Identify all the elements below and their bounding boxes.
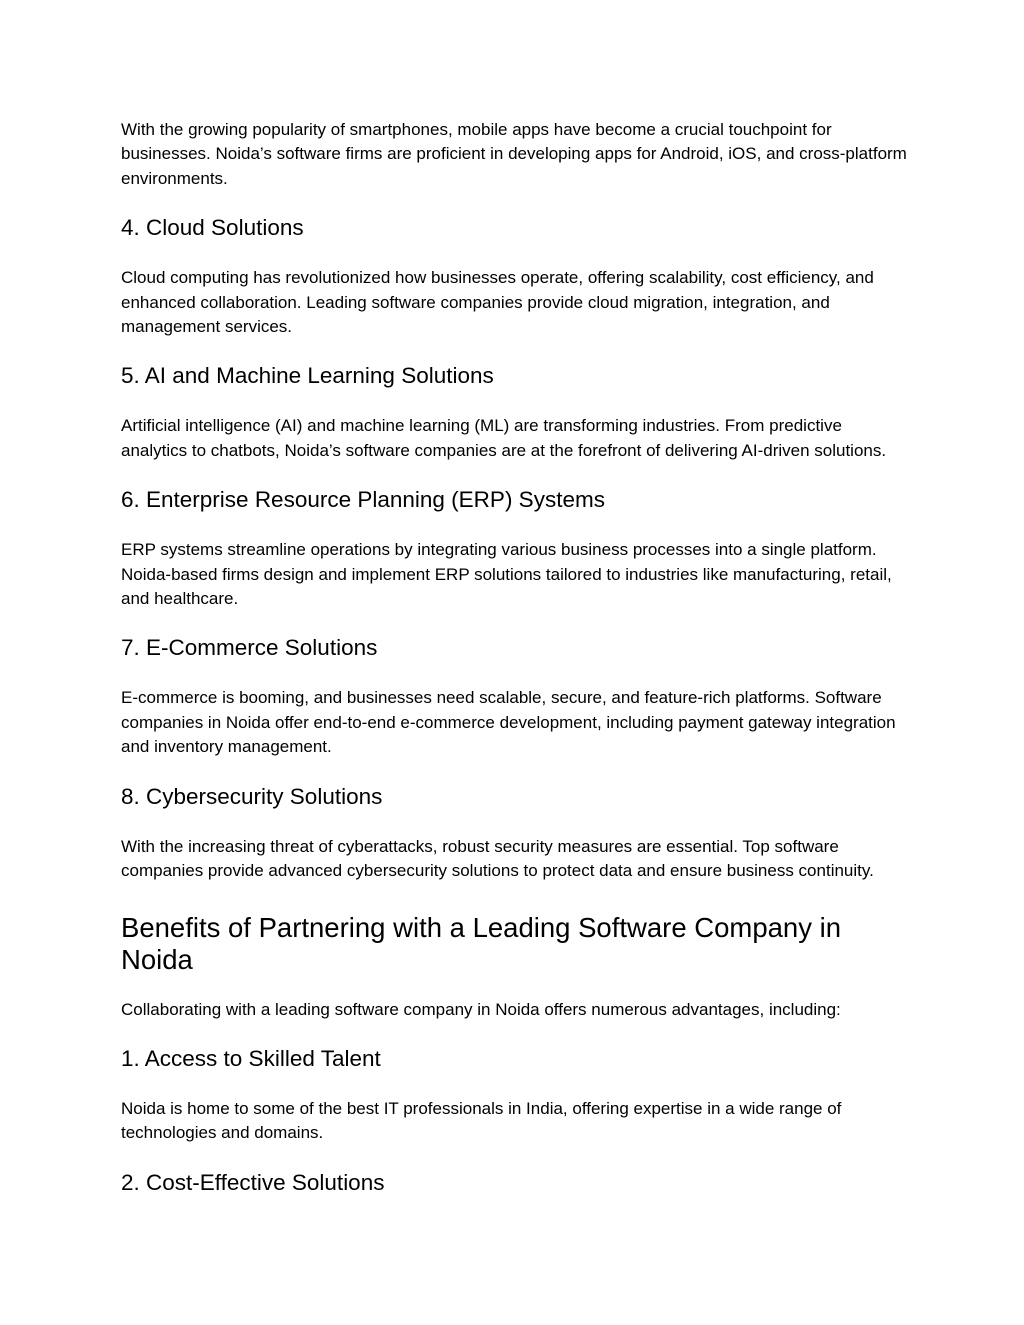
- heading-cybersecurity-solutions: 8. Cybersecurity Solutions: [121, 783, 383, 809]
- paragraph-ecommerce-solutions: E-commerce is booming, and businesses need scalable, secure, and feature-rich platforms. Software companies in Noida offer end-to-end e-commerce development, including payment gateway integration and inventory management.: [121, 688, 896, 757]
- paragraph-cybersecurity-solutions: With the increasing threat of cyberattacks, robust security measures are essential. Top software companies provide advanced cybersecurity solutions to protect data and ensure business continuity.: [121, 836, 874, 881]
- heading-benefits: Benefits of Partnering with a Leading Software Company in Noida: [121, 911, 841, 975]
- paragraph-ai-ml-solutions: Artificial intelligence (AI) and machine learning (ML) are transforming industries. From predictive analytics to chatbots, Noida’s software companies are at the forefront of delivering AI-driven solutions.: [121, 416, 887, 460]
- paragraph-benefits-intro: Collaborating with a leading software company in Noida offers numerous advantages, including:: [121, 999, 841, 1019]
- paragraph-erp-systems: ERP systems streamline operations by integrating various business processes into a single platform. Noida-based firms design and implement ERP solutions tailored to industries like manufacturing, retail, and healthcare.: [121, 540, 892, 609]
- heading-ai-ml-solutions: 5. AI and Machine Learning Solutions: [121, 363, 494, 389]
- heading-skilled-talent: 1. Access to Skilled Talent: [121, 1045, 381, 1071]
- paragraph-cloud-solutions: Cloud computing has revolutionized how businesses operate, offering scalability, cost efficiency, and enhanced collaboration. Leading software companies provide cloud migration, integration, and management services.: [121, 268, 874, 337]
- heading-ecommerce-solutions: 7. E-Commerce Solutions: [121, 635, 378, 661]
- heading-cost-effective: 2. Cost-Effective Solutions: [121, 1169, 385, 1195]
- paragraph-skilled-talent: Noida is home to some of the best IT professionals in India, offering expertise in a wide range of technologies and domains.: [121, 1098, 842, 1143]
- document-page: [121, 118, 911, 1196]
- paragraph-mobile-apps: With the growing popularity of smartphones, mobile apps have become a crucial touchpoint for businesses. Noida’s software firms are proficient in developing apps for Android, iOS, and cross-platform environments.: [121, 120, 907, 188]
- heading-erp-systems: 6. Enterprise Resource Planning (ERP) Systems: [121, 487, 605, 513]
- heading-cloud-solutions: 4. Cloud Solutions: [121, 215, 304, 241]
